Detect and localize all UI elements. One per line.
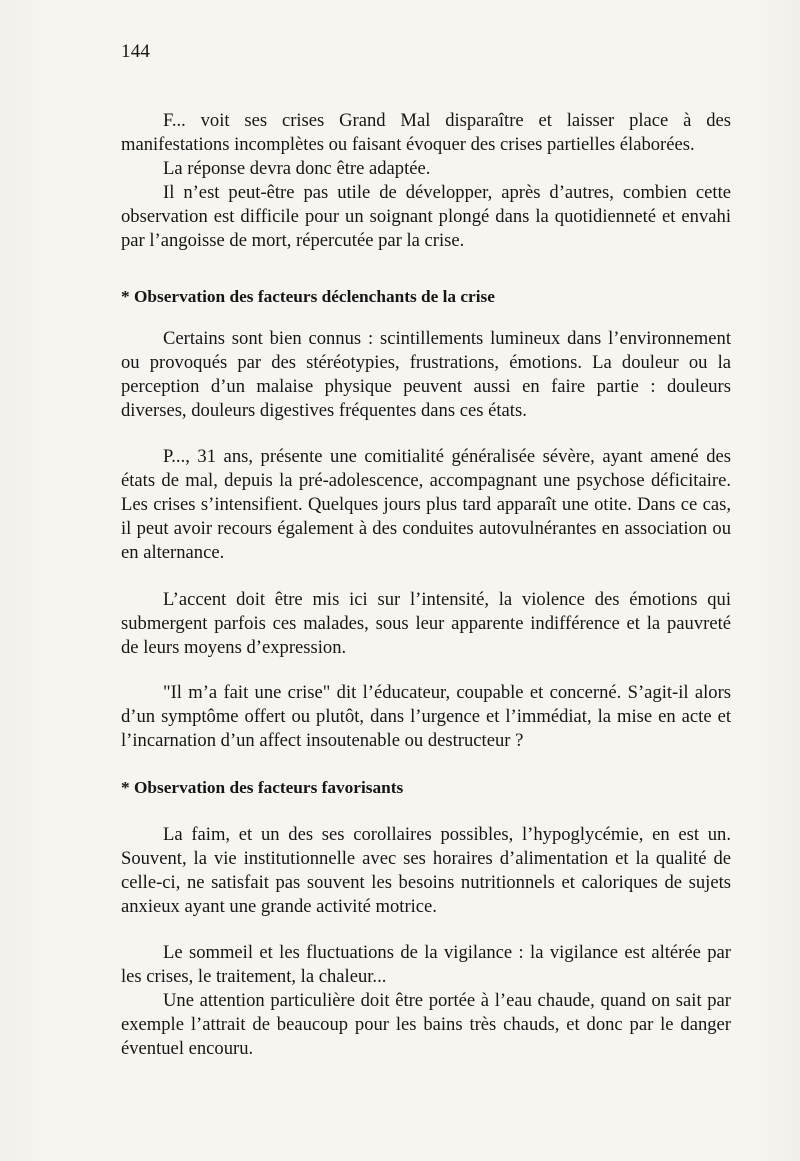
paragraph: P..., 31 ans, présente une comitialité généralisée sévère, ayant amené des états de mal, depuis la pré-adolescence, accompagnant une psychose déficitaire. Les crises s’intensifient. Quelques jours plus tard apparaît une otite. Dans ce cas, il peut avoir recours également à des conduites autovulnérantes en association ou en alternance. [121,446,731,563]
text-section-quote [121,681,731,753]
section-heading-declenchants: * Observation des facteurs déclenchants de la crise [121,287,495,306]
paragraph: Il n’est peut-être pas utile de développer, après d’autres, combien cette observation est difficile pour un soignant plongé dans la quotidienneté et envahi par l’angoisse de mort, répercutée par la crise. [121,182,731,251]
paragraph: F... voit ses crises Grand Mal disparaître et laisser place à des manifestations incomplètes ou faisant évoquer des crises partielles élaborées. [121,110,731,155]
paragraph: L’accent doit être mis ici sur l’intensité, la violence des émotions qui submergent parfois ces malades, sous leur apparente indifférence et la pauvreté de leurs moyens d’expression. [121,589,731,658]
text-section-intro [121,109,731,253]
paragraph: "Il m’a fait une crise" dit l’éducateur, coupable et concerné. S’agit-il alors d’un symptôme offert ou plutôt, dans l’urgence et l’immédiat, la mise en acte et l’incarnation d’un affect insoutenable ou destructeur ? [121,682,731,751]
paragraph: Certains sont bien connus : scintillements lumineux dans l’environnement ou provoqués par des stéréotypies, frustrations, émotions. La douleur ou la perception d’un malaise physique peuvent aussi en faire partie : douleurs diverses, douleurs digestives fréquentes dans ces états. [121,328,731,421]
text-section-sommeil [121,941,731,1061]
text-section-declenchants [121,327,731,423]
section-heading-favorisants: * Observation des facteurs favorisants [121,778,404,797]
paragraph: La faim, et un des ses corollaires possibles, l’hypoglycémie, en est un. Souvent, la vie institutionnelle avec ses horaires d’alimentation et la qualité de celle-ci, ne satisfait pas souvent les besoins nutritionnels et caloriques de sujets anxieux ayant une grande activité motrice. [121,824,731,917]
paragraph: Une attention particulière doit être portée à l’eau chaude, quand on sait par exemple l’attrait de beaucoup pour les bains très chauds, et donc par le danger éventuel encouru. [121,990,731,1059]
page-number: 144 [121,41,151,62]
paragraph: La réponse devra donc être adaptée. [163,158,431,179]
text-section-case [121,445,731,565]
paragraph: Le sommeil et les fluctuations de la vigilance : la vigilance est altérée par les crises, le traitement, la chaleur... [121,942,731,987]
text-section-accent [121,588,731,660]
text-section-favorisants [121,823,731,919]
